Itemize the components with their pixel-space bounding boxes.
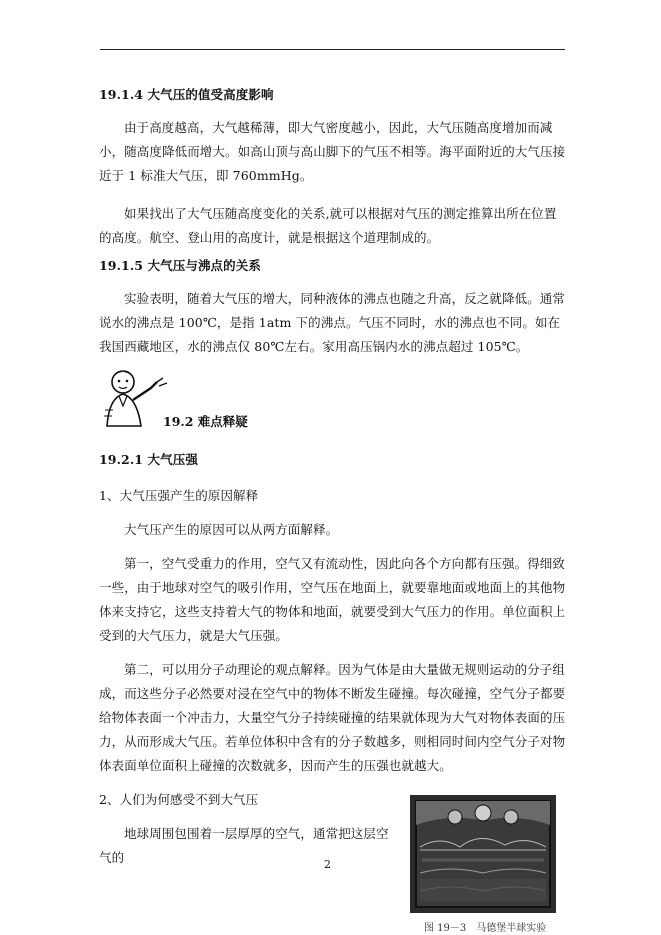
heading-19-1-4: 19.1.4 大气压的值受高度影响 xyxy=(99,87,274,102)
teacher-cartoon-icon xyxy=(99,366,171,428)
heading-19-2-1: 19.2.1 大气压强 xyxy=(99,452,198,467)
para-two-aspects: 大气压产生的原因可以从两方面解释。 xyxy=(124,522,339,537)
para-altitude-effect: 由于高度越高，大气越稀薄，即大气密度越小，因此，大气压随高度增加而减小，随高度降低而增大。如高山顶与高山脚下的气压不相等。海平面附近的大气压接近于 1 标准大气压，即 760mmHg。 xyxy=(99,120,566,183)
header-rule xyxy=(100,49,565,50)
para-gravity-explanation: 第一，空气受重力的作用，空气又有流动性，因此向各个方向都有压强。得细致一些，由于地球对空气的吸引作用，空气压在地面上，就要靠地面或地面上的其他物体来支持它，这些支持着大气的物体和地面，就要受到大气压力的作用。单位面积上受到的大气压力，就是大气压强。 xyxy=(99,556,566,643)
para-altimeter: 如果找出了大气压随高度变化的关系,就可以根据对气压的测定推算出所在位置的高度。航空、登山用的高度计，就是根据这个道理制成的。 xyxy=(99,206,557,245)
figure-caption: 图 19－3 马德堡半球实验 xyxy=(424,923,547,934)
magdeburg-hemispheres-figure xyxy=(410,795,556,913)
list-item-cause: 1、大气压强产生的原因解释 xyxy=(99,488,259,503)
para-air-layer: 地球周围包围着一层厚厚的空气，通常把这层空气的 xyxy=(99,826,389,865)
section-19-1-5 xyxy=(99,254,569,359)
heading-19-1-5: 19.1.5 大气压与沸点的关系 xyxy=(99,258,261,273)
page-number: 2 xyxy=(324,858,331,871)
magdeburg-engraving-icon xyxy=(410,795,556,913)
list-item-why-not-felt: 2、人们为何感受不到大气压 xyxy=(99,792,259,807)
para-molecular-explanation: 第二，可以用分子动理论的观点解释。因为气体是由大量做无规则运动的分子组成，而这些分子必然要对浸在空气中的物体不断发生碰撞。每次碰撞，空气分子都要给物体表面一个冲击力，大量空气分子持续碰撞的结果就体现为大气对物体表面的压力，从而形成大气压。若单位体积中含有的分子数越多，则相同时间内空气分子对物体表面单位面积上碰撞的次数就多，因而产生的压强也就越大。 xyxy=(99,662,566,773)
para-boiling-point: 实验表明，随着大气压的增大，同种液体的沸点也随之升高，反之就降低。通常说水的沸点是 100℃，是指 1atm 下的沸点。气压不同时，水的沸点也不同。如在我国西藏地区，水的沸点仅 80℃左右。家用高压锅内水的沸点超过 105℃。 xyxy=(99,291,566,354)
section-19-1-4 xyxy=(99,83,569,250)
heading-19-2: 19.2 难点释疑 xyxy=(163,414,248,429)
